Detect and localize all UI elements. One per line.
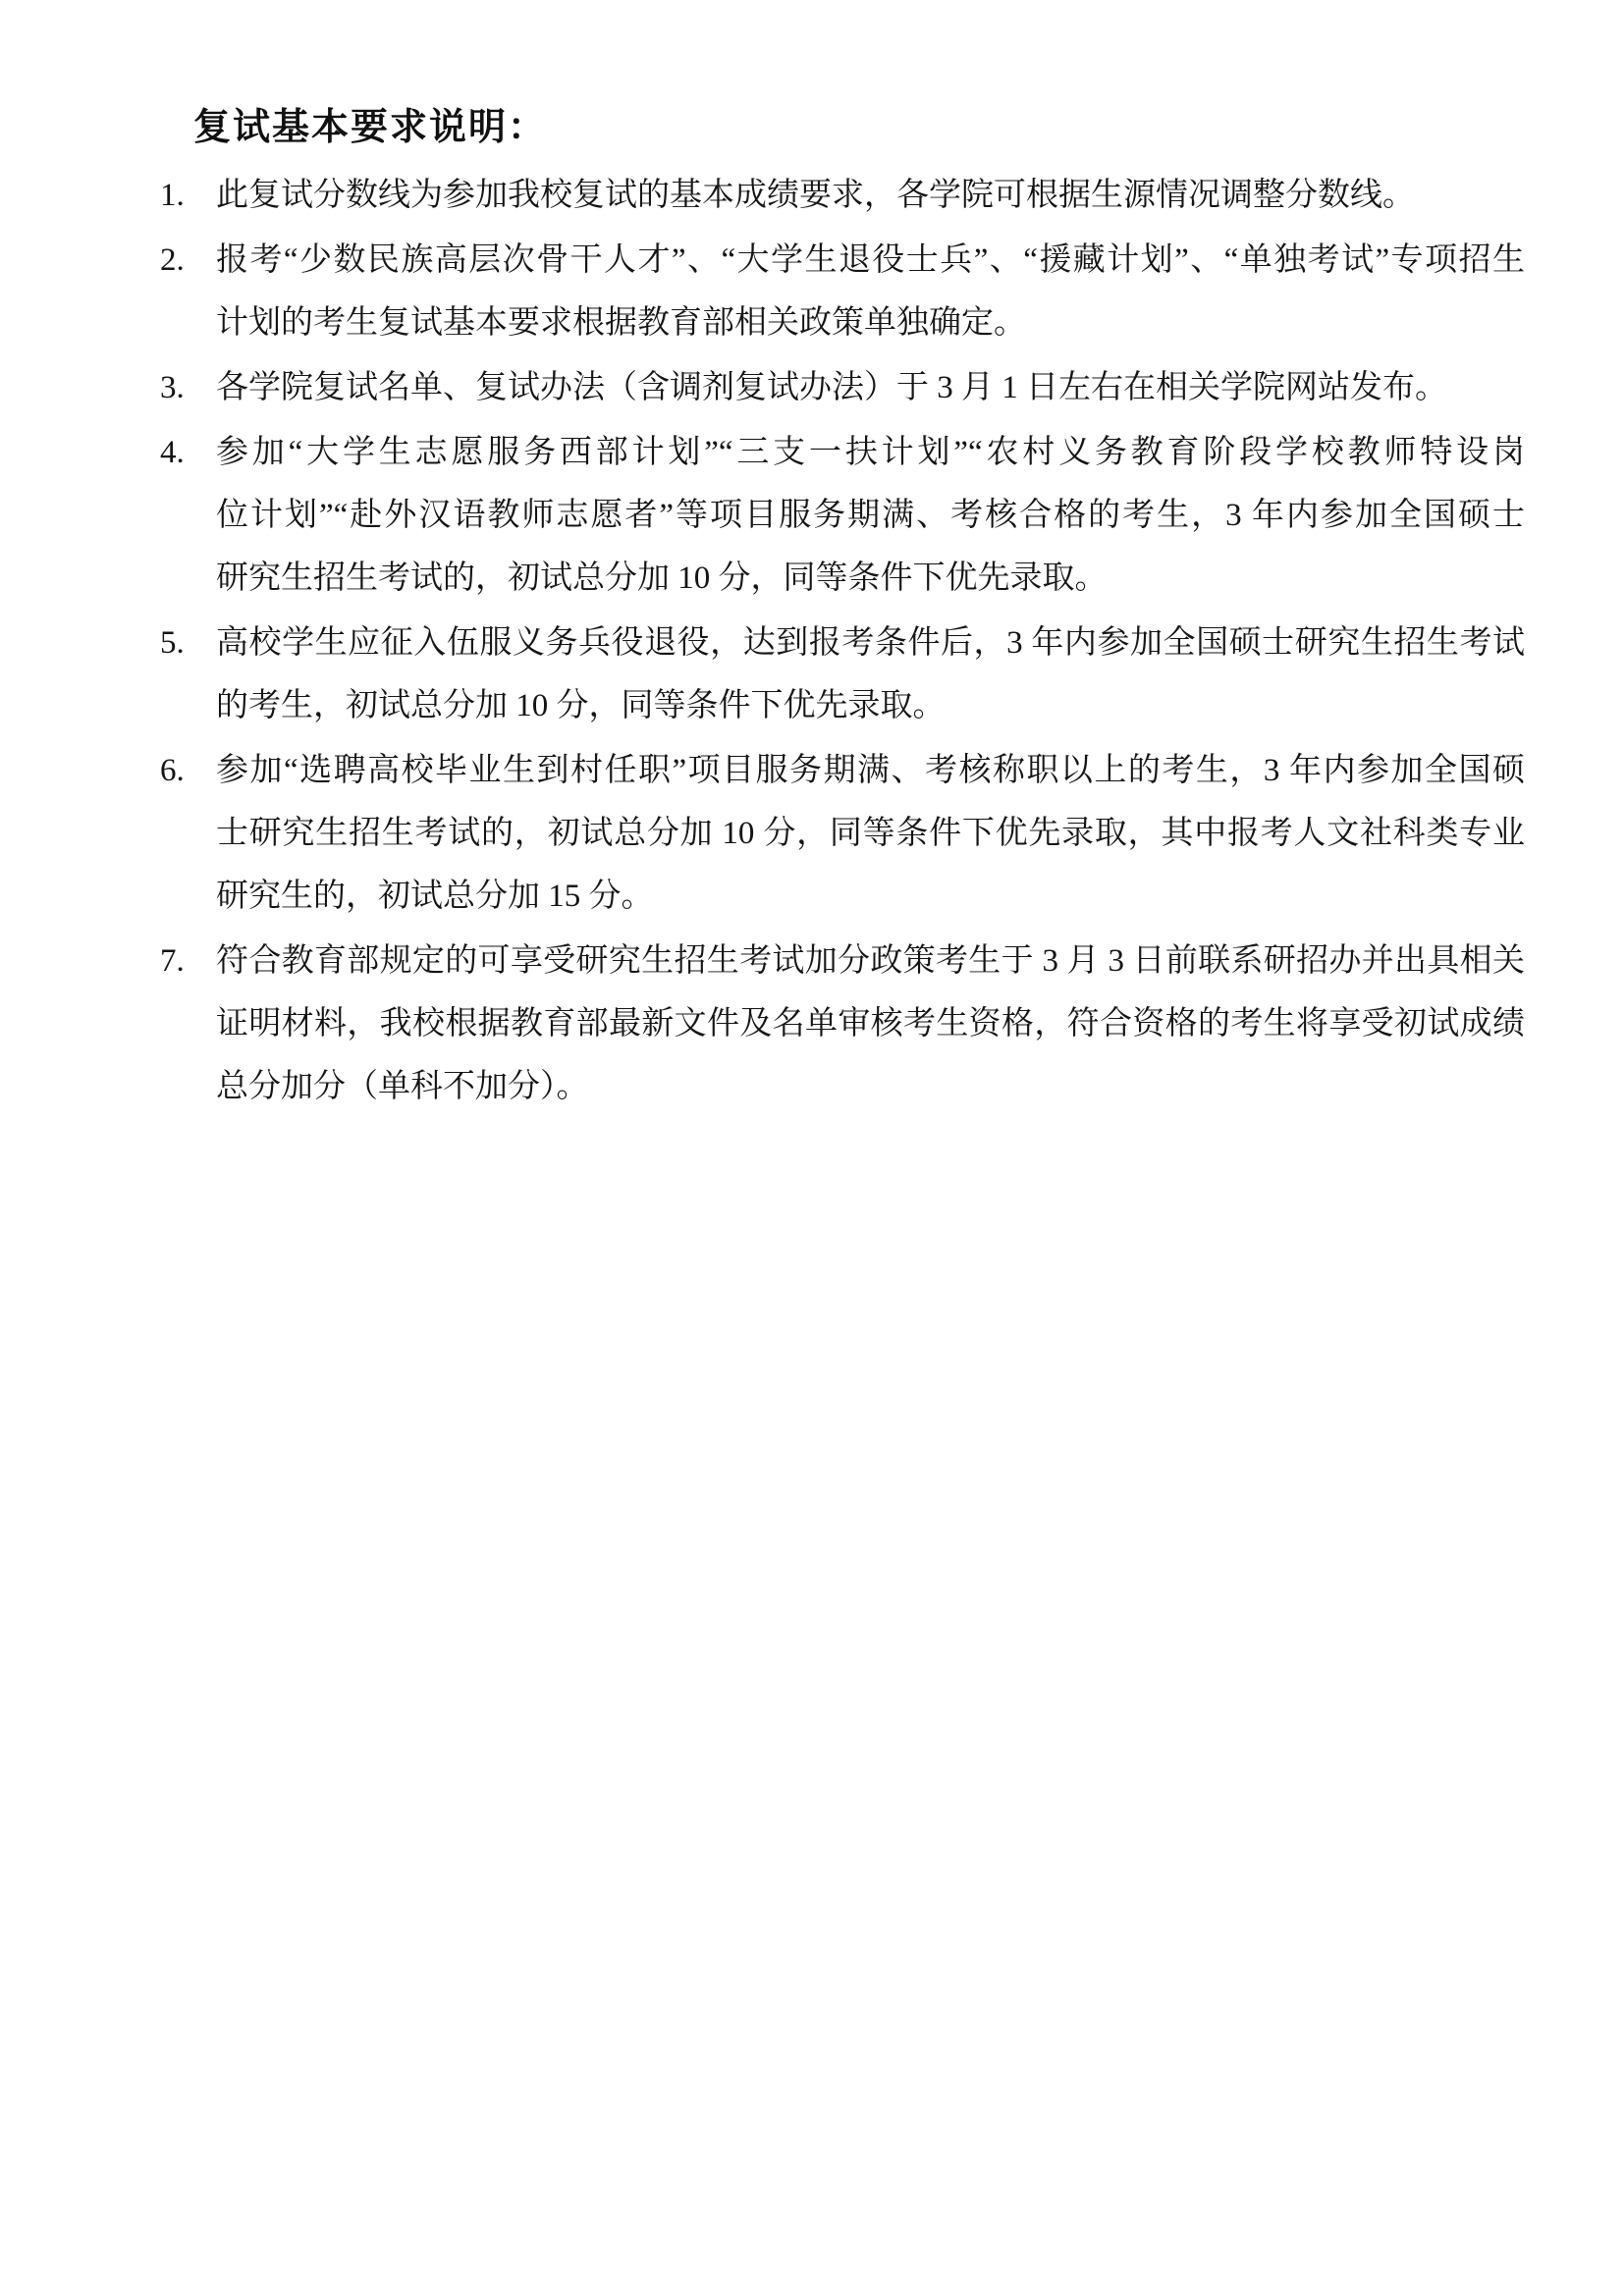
list-item [160,164,1525,227]
item-text [216,930,1525,1118]
text-line: 报考“少数民族高层次骨干人才”、“大学生退役士兵”、“援藏计划”、“单独考试”专项招生 [216,242,1525,278]
item-text [216,164,1525,227]
notes-list [160,164,1525,1120]
item-text [216,356,1525,419]
text-line: 研究生的，初试总分加 15 分。 [216,879,654,914]
text-line: 位计划”“赴外汉语教师志愿者”等项目服务期满、考核合格的考生，3 年内参加全国硕士 [216,498,1525,533]
text-line: 证明材料，我校根据教育部最新文件及名单审核考生资格，符合资格的考生将享受初试成绩 [216,1006,1525,1041]
item-number: 2. [160,242,185,278]
text-line: 此复试分数线为参加我校复试的基本成绩要求，各学院可根据生源情况调整分数线。 [216,178,1415,213]
item-number: 7. [160,943,185,979]
item-text [216,229,1525,354]
text-line: 参加“大学生志愿服务西部计划”“三支一扶计划”“农村义务教育阶段学校教师特设岗 [216,435,1525,470]
item-text [216,612,1525,737]
item-text [216,421,1525,610]
item-text [216,739,1525,928]
list-item [160,356,1525,419]
page-title: 复试基本要求说明： [193,107,548,148]
item-number: 6. [160,753,185,788]
text-line: 计划的考生复试基本要求根据教育部相关政策单独确定。 [216,305,1026,341]
text-line: 总分加分（单科不加分）。 [216,1069,589,1104]
list-item [160,739,1525,928]
text-line: 各学院复试名单、复试办法（含调剂复试办法）于 3 月 1 日左右在相关学院网站发布。 [216,370,1447,405]
list-item [160,229,1525,354]
item-number: 5. [160,625,185,661]
text-line: 研究生招生考试的，初试总分加 10 分，同等条件下优先录取。 [216,561,1108,596]
list-item [160,421,1525,610]
text-line: 参加“选聘高校毕业生到村任职”项目服务期满、考核称职以上的考生，3 年内参加全国硕 [216,753,1525,788]
text-line: 的考生，初试总分加 10 分，同等条件下优先录取。 [216,688,946,723]
text-line: 士研究生招生考试的，初试总分加 10 分，同等条件下优先录取，其中报考人文社科类专业 [216,816,1525,851]
item-number: 1. [160,178,185,213]
text-line: 符合教育部规定的可享受研究生招生考试加分政策考生于 3 月 3 日前联系研招办并出具相关 [216,943,1525,979]
item-number: 4. [160,435,185,470]
text-line: 高校学生应征入伍服义务兵役退役，达到报考条件后，3 年内参加全国硕士研究生招生考试 [216,625,1525,661]
item-number: 3. [160,370,185,405]
list-item [160,612,1525,737]
list-item [160,930,1525,1118]
